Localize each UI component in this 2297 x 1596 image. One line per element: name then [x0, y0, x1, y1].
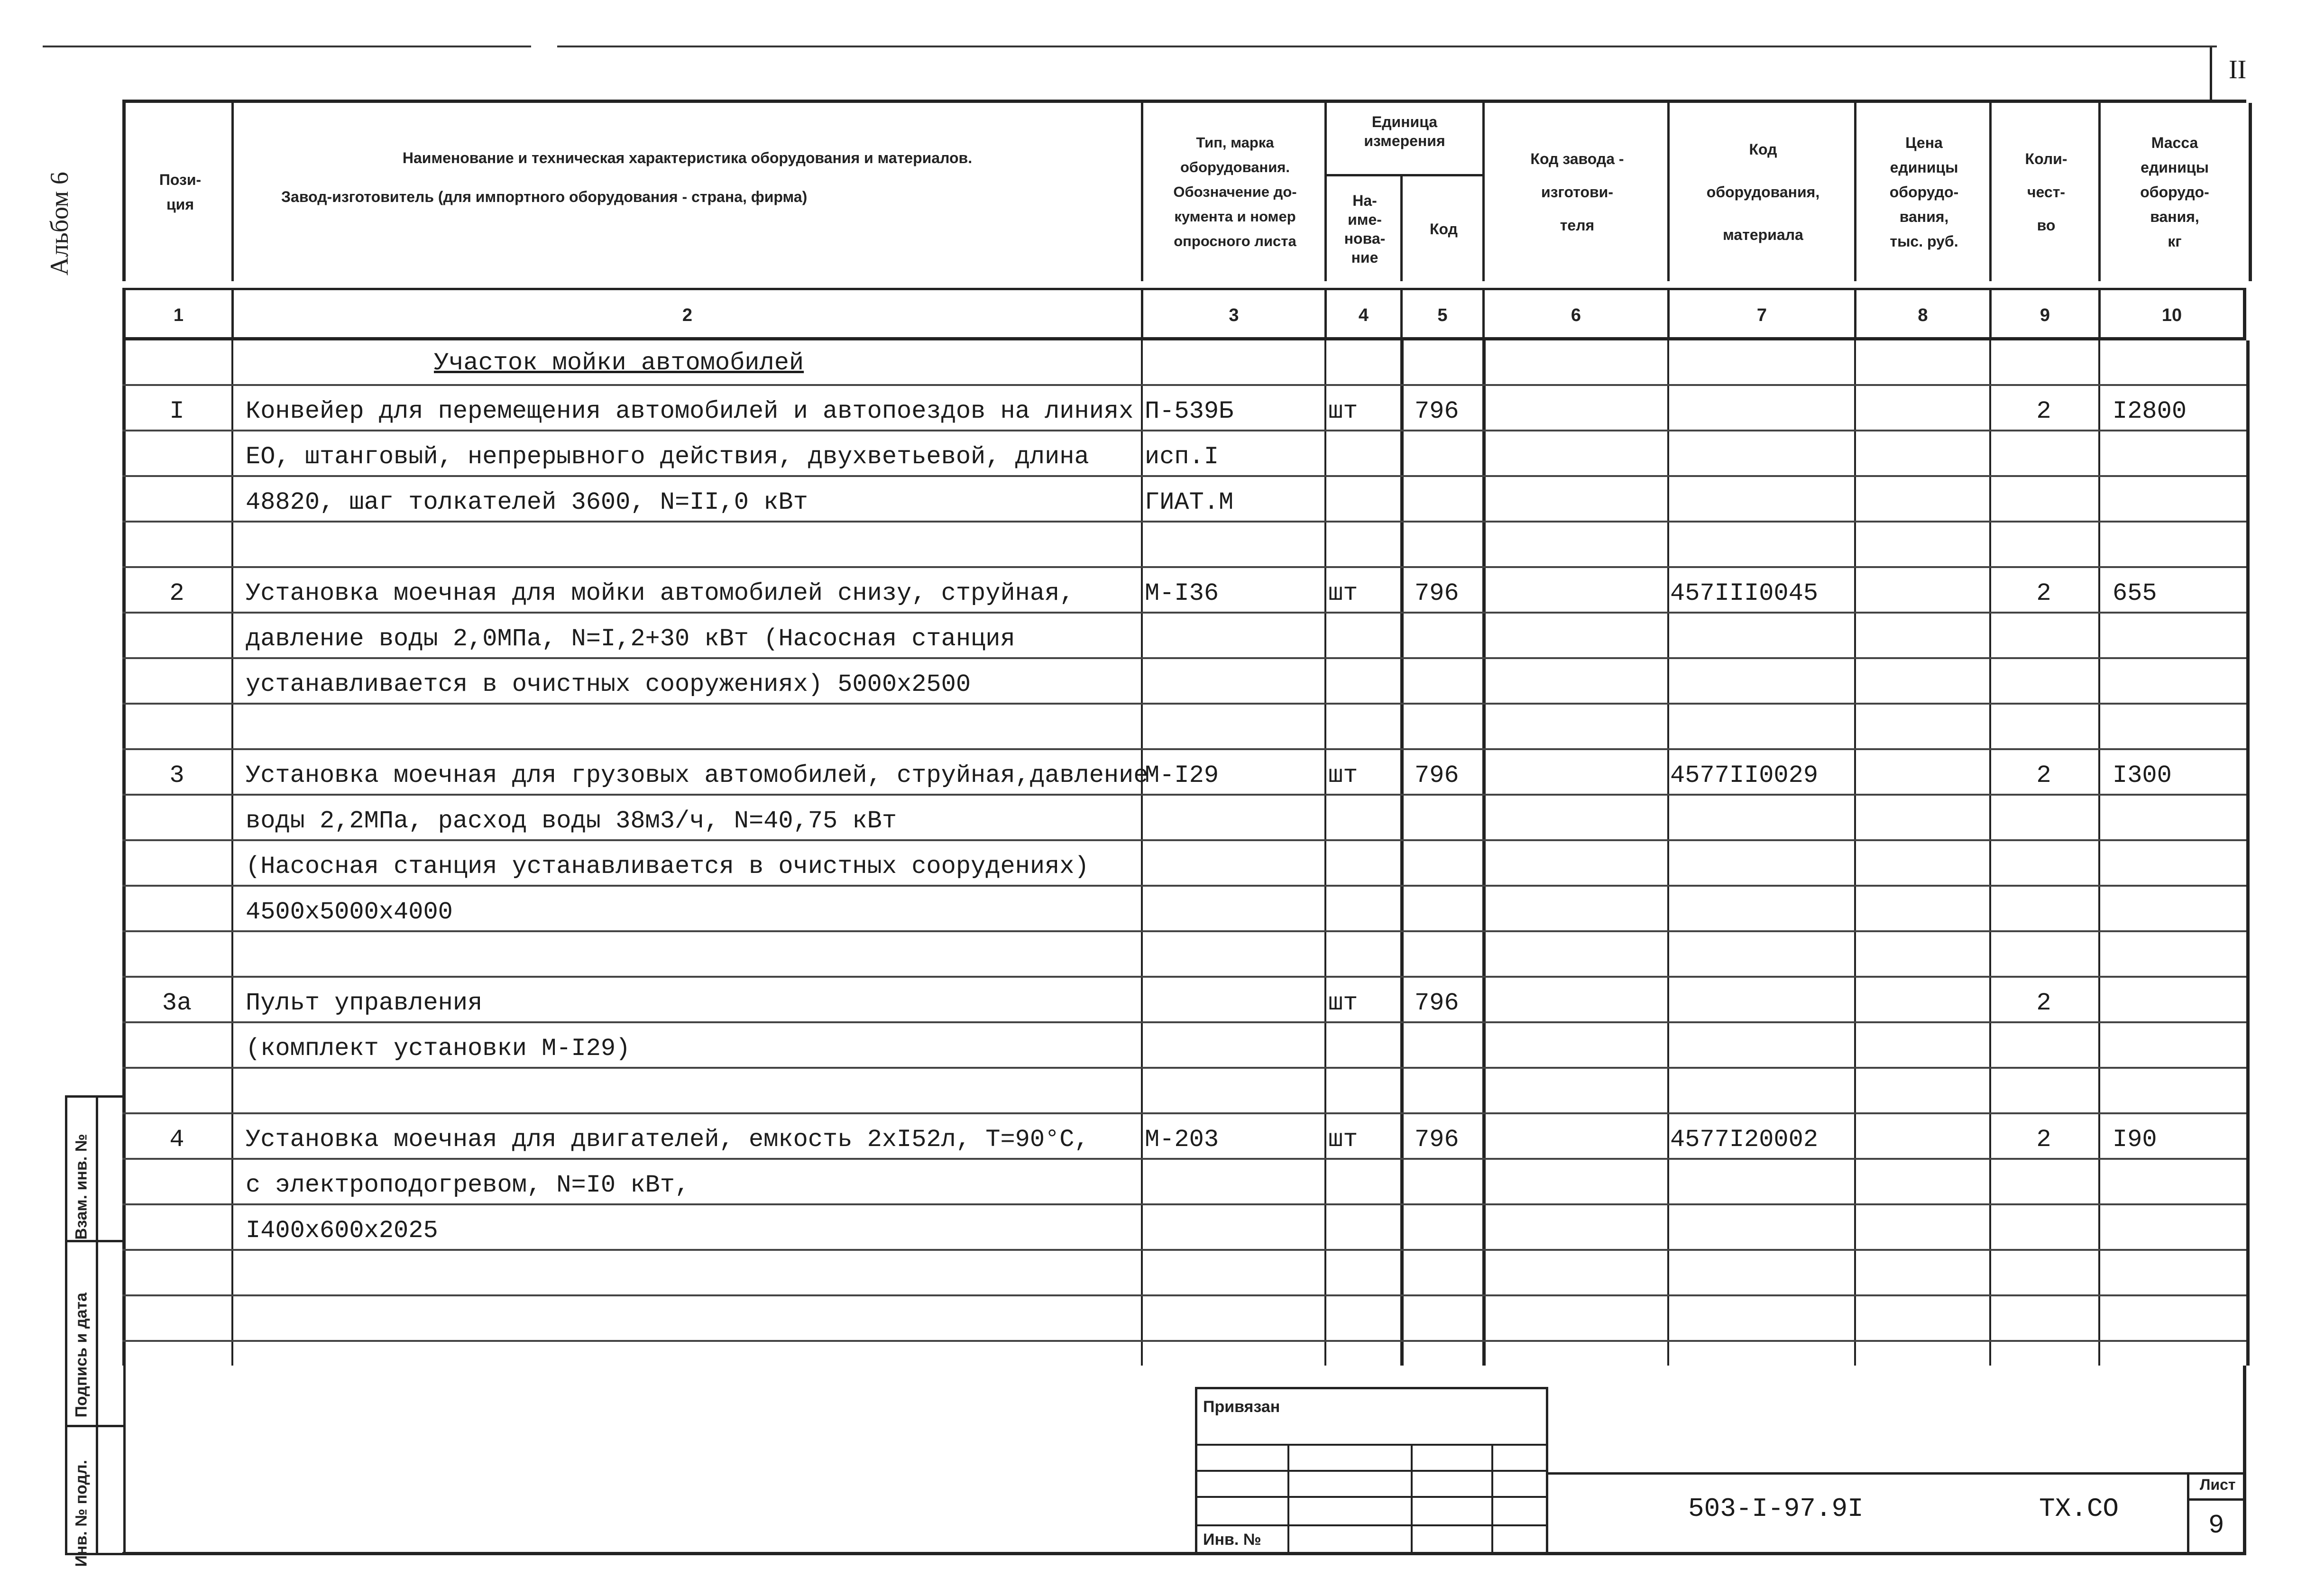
row-divider [122, 748, 2246, 750]
sheet-label: Лист [2200, 1476, 2236, 1493]
mass-cell: I2800 [2113, 397, 2187, 425]
mass-cell: I90 [2113, 1126, 2157, 1154]
unit-code-cell: 796 [1415, 1126, 1459, 1154]
column-divider [231, 340, 233, 1366]
name-cell: 48820, шаг толкателей 3600, N=II,0 кВт [246, 488, 808, 516]
quantity-cell [1989, 844, 2098, 890]
header-col-mass: Масса единицы оборудо- вания, кг [2098, 103, 2252, 281]
side-stamp-inv-podl: Инв. № подл. [72, 1459, 91, 1567]
unit-name-cell: шт [1328, 989, 1358, 1017]
position-cell: 2 [169, 579, 184, 607]
quantity-cell: 2 [2036, 579, 2051, 607]
type-cell: М-203 [1145, 1126, 1219, 1154]
header-number-3: 3 [1141, 290, 1324, 340]
header-col-price: Цена единицы оборудо- вания, тыс. руб. [1854, 103, 1992, 281]
header-number-6: 6 [1482, 290, 1667, 340]
document-mark: ТХ.СО [2039, 1494, 2119, 1524]
equipment-code-cell: 457III0045 [1670, 579, 1819, 607]
side-stamp-signature-date: Подпись и дата [72, 1293, 91, 1418]
row-divider [122, 1249, 2246, 1251]
document-code: 503-I-97.9I [1688, 1494, 1864, 1524]
name-cell: Установка моечная для мойки автомобилей снизу, струйная, [246, 579, 1075, 607]
header-col-quantity: Коли- чест- во [1989, 103, 2101, 281]
quantity-cell [1989, 1026, 2098, 1072]
unit-name-cell: шт [1328, 397, 1358, 425]
type-cell: М-I29 [1145, 761, 1219, 789]
quantity-cell [1989, 616, 2098, 662]
header-col-name-line2: Завод-изготовитель (для импортного оборудования - страна, фирма) [281, 188, 808, 205]
name-cell: (Насосная станция устанавливается в очистных соорудениях) [246, 853, 1089, 881]
column-divider [2246, 340, 2250, 1366]
row-divider [122, 1294, 2246, 1296]
quantity-cell [1989, 662, 2098, 707]
quantity-cell: 2 [2036, 989, 2051, 1017]
header-col-unit-name: На- име- нова- ние [1324, 176, 1403, 281]
side-stamp [65, 1095, 126, 1567]
header-number-4: 4 [1324, 290, 1400, 340]
side-stamp-vzam: Взам. инв. № [72, 1134, 91, 1240]
unit-name-cell: шт [1328, 579, 1358, 607]
quantity-cell: 2 [2036, 1126, 2051, 1154]
unit-code-cell: 796 [1415, 989, 1459, 1017]
quantity-cell [1989, 890, 2098, 935]
mass-cell: 655 [2113, 579, 2157, 607]
type-cell: П-539Б [1145, 397, 1234, 425]
position-cell [122, 616, 231, 662]
quantity-cell: 2 [2036, 761, 2051, 789]
mass-cell: I300 [2113, 761, 2172, 789]
position-cell: I [169, 397, 184, 425]
name-cell: давление воды 2,0МПа, N=I,2+30 кВт (Насосная станция [246, 625, 1015, 653]
row-divider [122, 566, 2246, 568]
unit-code-cell: 796 [1415, 761, 1459, 789]
row-divider [122, 976, 2246, 978]
header-col-name [231, 103, 1141, 281]
name-cell: Установка моечная для двигателей, емкость 2хI52л, Т=90°С, [246, 1126, 1089, 1154]
quantity-cell [1989, 1163, 2098, 1208]
column-divider [1482, 340, 1486, 1366]
sheet-box [2187, 1472, 2246, 1555]
name-cell: воды 2,2МПа, расход воды 38м3/ч, N=40,75 кВт [246, 807, 897, 835]
row-divider [122, 1112, 2246, 1114]
column-divider [1667, 340, 1669, 1366]
position-cell: 3а [162, 989, 192, 1017]
section-title: Участок мойки автомобилей [434, 349, 804, 377]
header-number-5: 5 [1400, 290, 1482, 340]
header-col-position: Пози- ция [122, 103, 235, 281]
quantity-cell [1989, 798, 2098, 844]
position-cell: 3 [169, 761, 184, 789]
position-cell: 4 [169, 1126, 184, 1154]
header-number-9: 9 [1989, 290, 2098, 340]
header-col-equipment-code: Код оборудования, материала [1667, 103, 1856, 281]
position-cell [122, 1208, 231, 1254]
position-cell [122, 480, 231, 525]
position-cell [122, 890, 231, 935]
unit-name-cell: шт [1328, 761, 1358, 789]
position-cell [122, 798, 231, 844]
equipment-code-cell: 4577II0029 [1670, 761, 1819, 789]
name-cell: 4500x5000x4000 [246, 898, 453, 926]
type-cell: М-I36 [1145, 579, 1219, 607]
quantity-cell [1989, 434, 2098, 480]
name-cell: ЕО, штанговый, непрерывного действия, двухветьевой, длина [246, 443, 1089, 471]
header-col-unit-code: Код [1400, 176, 1485, 281]
column-divider [1854, 340, 1856, 1366]
attachment-stamp [1195, 1387, 1548, 1555]
column-divider [1324, 340, 1326, 1366]
name-cell: I400x600x2025 [246, 1217, 438, 1245]
type-cell: исп.I [1145, 443, 1219, 471]
column-divider [1400, 340, 1404, 1366]
equipment-code-cell: 4577I20002 [1670, 1126, 1819, 1154]
position-cell [122, 434, 231, 480]
name-cell: устанавливается в очистных сооружениях) 5000x2500 [246, 670, 971, 698]
quantity-cell [1989, 1208, 2098, 1254]
column-divider [1141, 340, 1143, 1366]
header-number-2: 2 [231, 290, 1141, 340]
header-number-8: 8 [1854, 290, 1989, 340]
bottom-stamp-outer [122, 1366, 2246, 1555]
album-label: Альбом 6 [45, 172, 74, 275]
name-cell: с электроподогревом, N=I0 кВт, [246, 1171, 690, 1199]
name-cell: Пульт управления [246, 989, 483, 1017]
header-col-type: Тип, марка оборудования. Обозначение до- кумента и номер опросного листа [1141, 103, 1327, 281]
row-divider [122, 1340, 2246, 1342]
name-cell: (комплект установки М-I29) [246, 1035, 631, 1063]
position-cell [122, 1163, 231, 1208]
header-col-unit-group: Единица измерения [1324, 103, 1482, 281]
column-divider [2098, 340, 2100, 1366]
quantity-cell [1989, 480, 2098, 525]
header-col-name-line1: Наименование и техническая характеристика оборудования и материалов. [402, 149, 973, 166]
position-cell [122, 1026, 231, 1072]
unit-code-cell: 796 [1415, 579, 1459, 607]
header-number-1: 1 [122, 290, 231, 340]
header-col-factory-code: Код завода - изготови- теля [1482, 103, 1670, 281]
position-cell [122, 662, 231, 707]
name-cell: Конвейер для перемещения автомобилей и автопоездов на линиях [246, 397, 1134, 425]
table-header [122, 100, 2246, 340]
quantity-cell: 2 [2036, 397, 2051, 425]
sheet-corner-number: II [2229, 55, 2247, 84]
unit-name-cell: шт [1328, 1126, 1358, 1154]
inv-no-label: Инв. № [1203, 1531, 1261, 1549]
position-cell [122, 844, 231, 890]
sheet-number: 9 [2208, 1510, 2224, 1541]
type-cell: ГИАТ.М [1145, 488, 1234, 516]
header-number-10: 10 [2098, 290, 2246, 340]
header-number-7: 7 [1667, 290, 1854, 340]
name-cell: Установка моечная для грузовых автомобилей, струйная,давление [246, 761, 1148, 789]
unit-code-cell: 796 [1415, 397, 1459, 425]
attached-label: Привязан [1203, 1398, 1280, 1416]
